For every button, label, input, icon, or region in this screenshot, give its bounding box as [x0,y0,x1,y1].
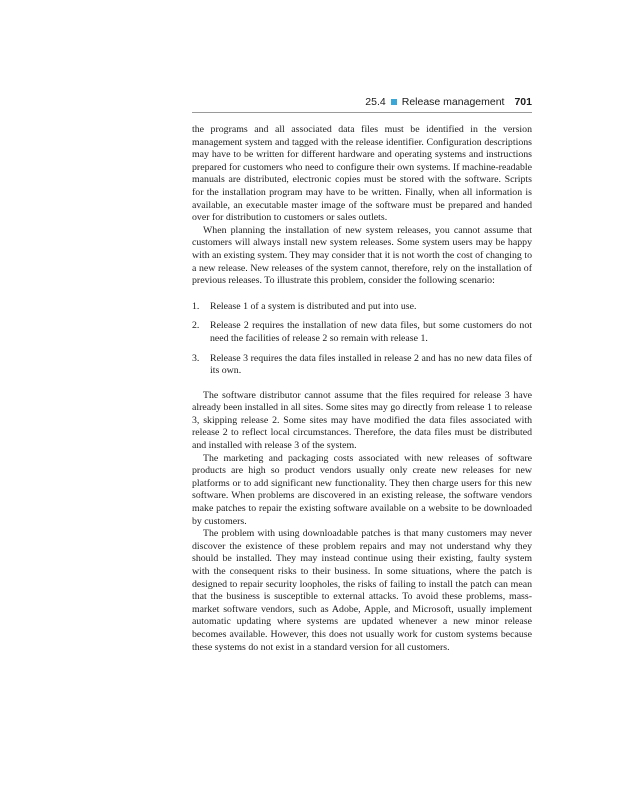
page-number: 701 [514,96,532,108]
list-text: Release 2 requires the installation of new data files, but some customers do not need the facilities of release 2 so remain with release 1. [210,320,532,344]
square-bullet-icon [391,99,397,105]
list-number: 1. [192,300,200,312]
list-item [192,320,532,345]
section-number: 25.4 [365,96,386,108]
scenario-list [192,301,532,378]
list-number: 3. [192,352,200,364]
paragraph: The software distributor cannot assume that the files required for release 3 have already been installed in all sites. Some sites may go directly from release 1 to release 3, skipping release 2. Some sites may have modified the data files associated with release 2 to reflect local circumstances. Therefore, the data files must be distributed and installed with release 3 of the system. [192,389,532,452]
list-text: Release 1 of a system is distributed and put into use. [210,300,417,312]
list-item [192,301,532,314]
paragraph: the programs and all associated data files must be identified in the version management system and tagged with the release identifier. Configuration descriptions may have to be written for different hardware and operating systems and instructions prepared for customers who need to configure their own systems. If machine-readable manuals are distributed, electronic copies must be stored with the software. Scripts for the installation program may have to be written. Finally, when all information is available, an executable master image of the software must be prepared and handed over for distribution to customers or sales outlets. [192,124,532,224]
page-body [192,124,532,654]
section-title: Release management [401,96,505,108]
paragraph: When planning the installation of new system releases, you cannot assume that customers will always install new system releases. Some system users may be happy with an existing system. They may consider that it is not worth the cost of changing to a new release. New releases of the system cannot, therefore, rely on the installation of previous releases. To illustrate this problem, consider the following scenario: [192,224,532,287]
list-text: Release 3 requires the data files installed in release 2 and has no new data files of its own. [210,352,532,377]
list-item [192,353,532,378]
paragraph: The marketing and packaging costs associated with new releases of software products are high so product vendors usually only create new releases for new platforms or to add significant new functionality. They then charge users for this new software. When problems are discovered in an existing release, the software vendors make patches to repair the existing software available on a website to be downloaded by customers. [192,452,532,527]
running-header [192,92,532,113]
paragraph: The problem with using downloadable patches is that many customers may never discover the existence of these problem repairs and may not understand why they should be installed. They may instead continue using their existing, faulty system with the consequent risks to their business. In some situations, where the patch is designed to repair security loopholes, the risks of failing to install the patch can mean that the business is susceptible to external attacks. To avoid these problems, mass-market software vendors, such as Adobe, Apple, and Microsoft, usually implement automatic updating where systems are updated whenever a new minor release becomes available. However, this does not usually work for custom systems because these systems do not exist in a standard version for all customers. [192,528,532,653]
list-number: 2. [192,320,200,332]
